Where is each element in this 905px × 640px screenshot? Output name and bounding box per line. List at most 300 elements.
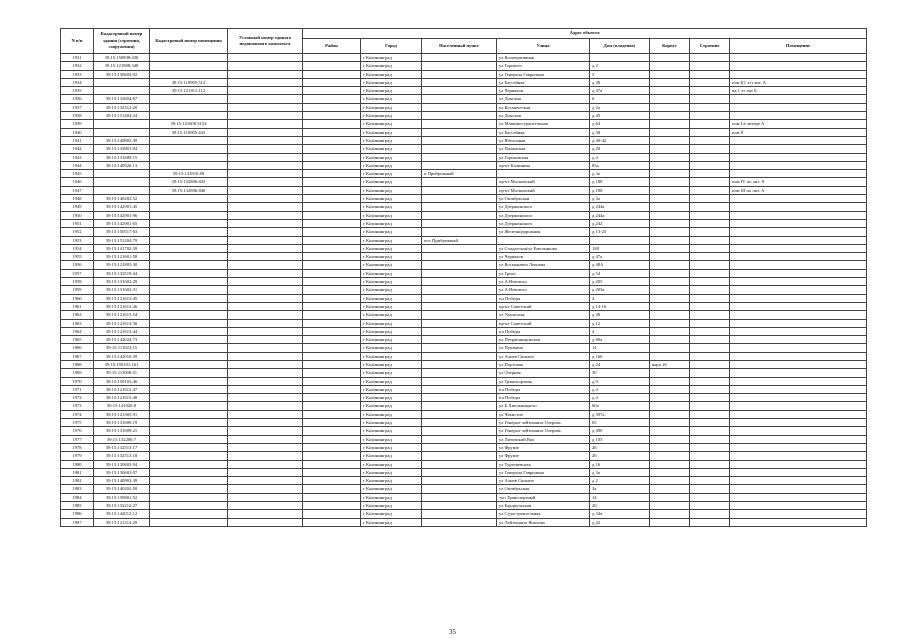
- table-cell: 39:15:142901:65: [94, 219, 150, 227]
- table-cell: [690, 261, 730, 269]
- table-cell: 39:15:132519:44: [94, 269, 150, 277]
- table-cell: [422, 344, 497, 352]
- table-row: [61, 178, 867, 186]
- table-cell: ул Генерал-лейтенанта Озерова: [497, 419, 590, 427]
- table-cell: д 9: [590, 377, 650, 385]
- table-cell: [303, 394, 361, 402]
- table-cell: [650, 460, 690, 468]
- table-cell: 39:15:151204:79: [94, 236, 150, 244]
- table-cell: [730, 302, 867, 310]
- table-cell: [303, 311, 361, 319]
- table-cell: [690, 336, 730, 344]
- table-cell: [228, 493, 303, 501]
- table-cell: ул Портовая: [497, 360, 590, 368]
- table-row: [61, 219, 867, 227]
- table-cell: г Калининград: [361, 311, 422, 319]
- header-street: Улица: [497, 39, 590, 54]
- table-cell: д 3а: [590, 170, 650, 178]
- table-cell: [690, 477, 730, 485]
- table-cell: [150, 62, 228, 70]
- table-cell: 1962: [61, 311, 94, 319]
- table-cell: [690, 278, 730, 286]
- table-cell: 1971: [61, 385, 94, 393]
- table-cell: г Калининград: [361, 502, 422, 510]
- table-cell: [730, 502, 867, 510]
- table-cell: [650, 103, 690, 111]
- table-cell: [150, 294, 228, 302]
- table-cell: [422, 112, 497, 120]
- table-cell: г Калининград: [361, 336, 422, 344]
- table-cell: 1981: [61, 468, 94, 476]
- table-row: [61, 419, 867, 427]
- table-cell: [690, 236, 730, 244]
- table-cell: д 188: [590, 178, 650, 186]
- header-region: Район: [303, 39, 361, 54]
- table-cell: [303, 477, 361, 485]
- table-cell: г Калининград: [361, 377, 422, 385]
- table-cell: [650, 427, 690, 435]
- table-cell: 39:15:131609:19: [94, 419, 150, 427]
- table-cell: 39:15:140903:39: [94, 477, 150, 485]
- table-cell: [422, 95, 497, 103]
- table-cell: [422, 153, 497, 161]
- header-settlement: Населенный пункт: [422, 39, 497, 54]
- table-cell: д 242: [590, 219, 650, 227]
- table-cell: ул Октябрьская: [497, 485, 590, 493]
- table-cell: г Калининград: [361, 435, 422, 443]
- table-cell: [150, 211, 228, 219]
- table-cell: 39:15:141020:8: [94, 402, 150, 410]
- table-cell: ул Генерал-лейтенанта Озерова: [497, 427, 590, 435]
- table-row: [61, 427, 867, 435]
- table-row: [61, 435, 867, 443]
- table-cell: [228, 510, 303, 518]
- table-cell: [422, 502, 497, 510]
- table-cell: [150, 427, 228, 435]
- table-cell: г Калининград: [361, 286, 422, 294]
- table-cell: [422, 518, 497, 526]
- table-cell: ул Б.Хмельницкого: [497, 402, 590, 410]
- table-cell: ул Космонавта Леонова: [497, 261, 590, 269]
- table-cell: [228, 336, 303, 344]
- table-cell: пр-кт Московский: [497, 178, 590, 186]
- table-cell: г Калининград: [361, 294, 422, 302]
- table-cell: [650, 336, 690, 344]
- table-cell: 39:15:142012:12: [94, 510, 150, 518]
- table-cell: [303, 427, 361, 435]
- table-cell: ул Черняхов: [497, 87, 590, 95]
- table-cell: ул Чекистов: [497, 410, 590, 418]
- table-cell: 1941: [61, 136, 94, 144]
- table-cell: [650, 286, 690, 294]
- table-cell: [690, 311, 730, 319]
- table-cell: [303, 95, 361, 103]
- table-cell: г Калининград: [361, 62, 422, 70]
- table-cell: 39:15:132513:18: [94, 452, 150, 460]
- table-cell: [650, 62, 690, 70]
- table-cell: 39:15:121811:112: [150, 87, 228, 95]
- table-cell: 39:15:131810:69: [150, 170, 228, 178]
- table-cell: г Калининград: [361, 443, 422, 451]
- table-cell: [150, 419, 228, 427]
- table-cell: 1961: [61, 302, 94, 310]
- table-cell: 26: [590, 443, 650, 451]
- table-cell: на 1 эт лит Б: [730, 87, 867, 95]
- table-cell: 1939: [61, 120, 94, 128]
- table-cell: [94, 170, 150, 178]
- table-cell: г Калининград: [361, 360, 422, 368]
- table-cell: [650, 236, 690, 244]
- table-cell: [150, 203, 228, 211]
- table-cell: [303, 452, 361, 460]
- table-cell: г Калининград: [361, 103, 422, 111]
- table-cell: [730, 236, 867, 244]
- table-cell: г Калининград: [361, 477, 422, 485]
- table-cell: д 38: [590, 78, 650, 86]
- table-cell: ул Горьковская: [497, 153, 590, 161]
- table-cell: [650, 128, 690, 136]
- table-cell: [650, 377, 690, 385]
- table-cell: [303, 352, 361, 360]
- table-cell: [150, 54, 228, 62]
- table-row: [61, 236, 867, 244]
- table-row: [61, 78, 867, 86]
- table-cell: 39:15:111023:15: [94, 344, 150, 352]
- table-cell: [650, 485, 690, 493]
- table-row: [61, 352, 867, 360]
- table-row: [61, 261, 867, 269]
- table-row: [61, 87, 867, 95]
- table-cell: [730, 219, 867, 227]
- header-house: Дом (владение): [590, 39, 650, 54]
- table-cell: [228, 435, 303, 443]
- table-cell: д 24: [590, 360, 650, 368]
- table-cell: [303, 468, 361, 476]
- table-cell: [303, 435, 361, 443]
- table-cell: 1983: [61, 485, 94, 493]
- table-cell: [650, 419, 690, 427]
- table-cell: 39:15:121613:47: [94, 385, 150, 393]
- table-cell: [228, 452, 303, 460]
- table-cell: [650, 244, 690, 252]
- table-cell: [422, 311, 497, 319]
- table-cell: [690, 410, 730, 418]
- table-cell: 39:15:140926:13: [94, 161, 150, 169]
- table-cell: [690, 269, 730, 277]
- table-cell: 1965: [61, 336, 94, 344]
- table-cell: [690, 493, 730, 501]
- table-cell: [690, 203, 730, 211]
- table-cell: [303, 136, 361, 144]
- table-cell: [150, 502, 228, 510]
- table-cell: д 16: [590, 460, 650, 468]
- table-row: [61, 186, 867, 194]
- table-cell: 1955: [61, 253, 94, 261]
- table-cell: [228, 186, 303, 194]
- table-cell: г Калининград: [361, 410, 422, 418]
- table-cell: 5: [590, 70, 650, 78]
- table-cell: [303, 493, 361, 501]
- table-cell: [228, 120, 303, 128]
- table-cell: 39:15:131602:31: [94, 286, 150, 294]
- table-cell: 1932: [61, 62, 94, 70]
- table-cell: [690, 78, 730, 86]
- table-cell: ул Космическая: [497, 103, 590, 111]
- table-cell: [303, 502, 361, 510]
- table-cell: 39:15:150517:63: [94, 228, 150, 236]
- table-cell: [650, 435, 690, 443]
- table-cell: [730, 435, 867, 443]
- table-cell: д 397а: [590, 410, 650, 418]
- table-row: [61, 302, 867, 310]
- table-cell: [150, 286, 228, 294]
- table-row: [61, 195, 867, 203]
- table-cell: д 12: [590, 319, 650, 327]
- table-cell: [150, 319, 228, 327]
- header-kadastr-building: Кадастровый номер здания (строения, сооружения): [94, 29, 150, 54]
- table-cell: [150, 136, 228, 144]
- table-cell: [150, 435, 228, 443]
- table-cell: 1950: [61, 211, 94, 219]
- table-cell: [303, 385, 361, 393]
- table-cell: [730, 468, 867, 476]
- table-cell: [303, 87, 361, 95]
- table-cell: [422, 427, 497, 435]
- table-cell: г Калининград: [361, 95, 422, 103]
- table-cell: 1978: [61, 443, 94, 451]
- table-cell: г Калининград: [361, 228, 422, 236]
- table-cell: г Калининград: [361, 136, 422, 144]
- table-cell: [228, 112, 303, 120]
- table-cell: г Калининград: [361, 219, 422, 227]
- table-cell: [650, 186, 690, 194]
- table-cell: туп Транспортный: [497, 493, 590, 501]
- table-row: [61, 170, 867, 178]
- table-cell: 1960: [61, 294, 94, 302]
- table-cell: 39:15:132604:67: [94, 95, 150, 103]
- table-cell: [650, 352, 690, 360]
- table-cell: [690, 136, 730, 144]
- table-cell: [228, 460, 303, 468]
- table-cell: 4: [590, 294, 650, 302]
- header-kadastr-room: Кадастровый номер помещения: [150, 29, 228, 54]
- table-row: [61, 112, 867, 120]
- table-row: [61, 502, 867, 510]
- table-cell: 39:15:132513:17: [94, 443, 150, 451]
- table-cell: [650, 95, 690, 103]
- table-cell: пом I(1 эт) лит. А: [730, 78, 867, 86]
- table-cell: 1979: [61, 452, 94, 460]
- table-cell: [303, 510, 361, 518]
- table-cell: 1969: [61, 369, 94, 377]
- table-cell: 39:15:140202:58: [94, 485, 150, 493]
- table-cell: [303, 443, 361, 451]
- table-cell: [730, 344, 867, 352]
- table-cell: [730, 336, 867, 344]
- table-cell: г Калининград: [361, 369, 422, 377]
- table-cell: ул Бардиульская: [497, 502, 590, 510]
- table-cell: пл Победы: [497, 327, 590, 335]
- table-cell: [690, 178, 730, 186]
- table-cell: [730, 427, 867, 435]
- table-cell: г Калининград: [361, 186, 422, 194]
- table-cell: [303, 294, 361, 302]
- table-cell: [150, 219, 228, 227]
- table-cell: [730, 477, 867, 485]
- table-cell: [690, 385, 730, 393]
- table-cell: [730, 145, 867, 153]
- table-cell: [690, 87, 730, 95]
- table-cell: д 42: [590, 518, 650, 526]
- table-cell: [650, 402, 690, 410]
- table-cell: [228, 502, 303, 510]
- table-row: [61, 443, 867, 451]
- table-cell: [303, 78, 361, 86]
- table-cell: 39:15:150838:430: [94, 54, 150, 62]
- table-cell: [650, 70, 690, 78]
- table-cell: 1938: [61, 112, 94, 120]
- table-cell: [303, 236, 361, 244]
- table-body: [61, 54, 867, 527]
- table-cell: [650, 120, 690, 128]
- table-cell: [650, 443, 690, 451]
- table-cell: д 48А: [590, 261, 650, 269]
- table-cell: [150, 460, 228, 468]
- table-cell: [730, 286, 867, 294]
- table-cell: 1940: [61, 128, 94, 136]
- table-cell: 26: [590, 452, 650, 460]
- table-cell: [303, 153, 361, 161]
- table-cell: [730, 261, 867, 269]
- table-cell: ул Железнодорожная: [497, 228, 590, 236]
- table-cell: [690, 219, 730, 227]
- table-cell: [303, 286, 361, 294]
- table-cell: [422, 228, 497, 236]
- table-cell: [228, 344, 303, 352]
- table-cell: [150, 410, 228, 418]
- table-cell: д 47а: [590, 87, 650, 95]
- table-cell: [422, 294, 497, 302]
- table-cell: 39:15:132806:846: [150, 186, 228, 194]
- table-cell: [150, 385, 228, 393]
- table-cell: [228, 128, 303, 136]
- table-cell: д 188: [590, 186, 650, 194]
- table-cell: [422, 195, 497, 203]
- table-cell: д 14-16: [590, 302, 650, 310]
- table-cell: д 105: [590, 435, 650, 443]
- table-cell: [228, 385, 303, 393]
- table-cell: [422, 286, 497, 294]
- table-cell: [650, 294, 690, 302]
- table-cell: ул Литовский Вал: [497, 435, 590, 443]
- table-cell: [228, 427, 303, 435]
- table-cell: [150, 336, 228, 344]
- table-cell: [94, 87, 150, 95]
- table-cell: ул Горького: [497, 62, 590, 70]
- table-row: [61, 452, 867, 460]
- table-cell: [228, 219, 303, 227]
- page-number: 35: [449, 628, 456, 636]
- table-cell: [730, 311, 867, 319]
- table-cell: 39:15:121613:45: [94, 294, 150, 302]
- table-cell: [150, 161, 228, 169]
- table-cell: [228, 402, 303, 410]
- table-cell: [690, 352, 730, 360]
- table-cell: [650, 153, 690, 161]
- table-cell: [730, 377, 867, 385]
- table-cell: ул Генерала Гаврилина: [497, 468, 590, 476]
- table-cell: [690, 427, 730, 435]
- table-cell: [690, 120, 730, 128]
- table-cell: [228, 203, 303, 211]
- table-cell: д 2а: [590, 103, 650, 111]
- table-cell: г Калининград: [361, 195, 422, 203]
- table-cell: ул А.Невского: [497, 286, 590, 294]
- table-cell: г Калининград: [361, 402, 422, 410]
- table-cell: [690, 460, 730, 468]
- table-cell: [422, 87, 497, 95]
- table-cell: г Калининград: [361, 161, 422, 169]
- table-cell: [422, 302, 497, 310]
- table-cell: [650, 54, 690, 62]
- table-cell: 39:15:131609:15: [94, 153, 150, 161]
- header-conditional: Условный номер единого недвижимого комплекса: [228, 29, 303, 54]
- table-cell: пл Победы: [497, 385, 590, 393]
- table-cell: ул Алиев Сишлих: [497, 477, 590, 485]
- table-cell: [650, 385, 690, 393]
- table-cell: [94, 178, 150, 186]
- table-cell: [650, 228, 690, 236]
- table-cell: [228, 311, 303, 319]
- table-cell: г Калининград: [361, 427, 422, 435]
- table-cell: д 34а: [590, 510, 650, 518]
- header-num: N п/п: [61, 29, 94, 54]
- table-cell: [228, 394, 303, 402]
- table-cell: 39:15:132806:843: [150, 178, 228, 186]
- table-cell: [228, 369, 303, 377]
- table-cell: д 4: [590, 385, 650, 393]
- table-cell: 20: [590, 502, 650, 510]
- table-cell: [730, 493, 867, 501]
- table-row: [61, 136, 867, 144]
- table-cell: г Калининград: [361, 54, 422, 62]
- table-cell: [228, 228, 303, 236]
- table-cell: [690, 327, 730, 335]
- table-cell: г Калининград: [361, 244, 422, 252]
- table-cell: г Калининград: [361, 78, 422, 86]
- table-cell: 39:15:150801:52: [94, 493, 150, 501]
- table-row: [61, 360, 867, 368]
- table-cell: [150, 228, 228, 236]
- table-cell: д 244а: [590, 211, 650, 219]
- table-cell: г Калининград: [361, 419, 422, 427]
- table-cell: [730, 385, 867, 393]
- table-cell: д 3а: [590, 468, 650, 476]
- table-cell: [422, 178, 497, 186]
- table-cell: г Калининград: [361, 70, 422, 78]
- table-cell: [422, 244, 497, 252]
- table-cell: корп 2б: [650, 360, 690, 368]
- table-cell: [150, 493, 228, 501]
- table-cell: [303, 228, 361, 236]
- table-row: [61, 369, 867, 377]
- table-cell: [422, 120, 497, 128]
- table-cell: 1968: [61, 360, 94, 368]
- table-cell: 148: [590, 244, 650, 252]
- table-cell: 1964: [61, 327, 94, 335]
- table-cell: д 45: [590, 112, 650, 120]
- table-cell: [422, 219, 497, 227]
